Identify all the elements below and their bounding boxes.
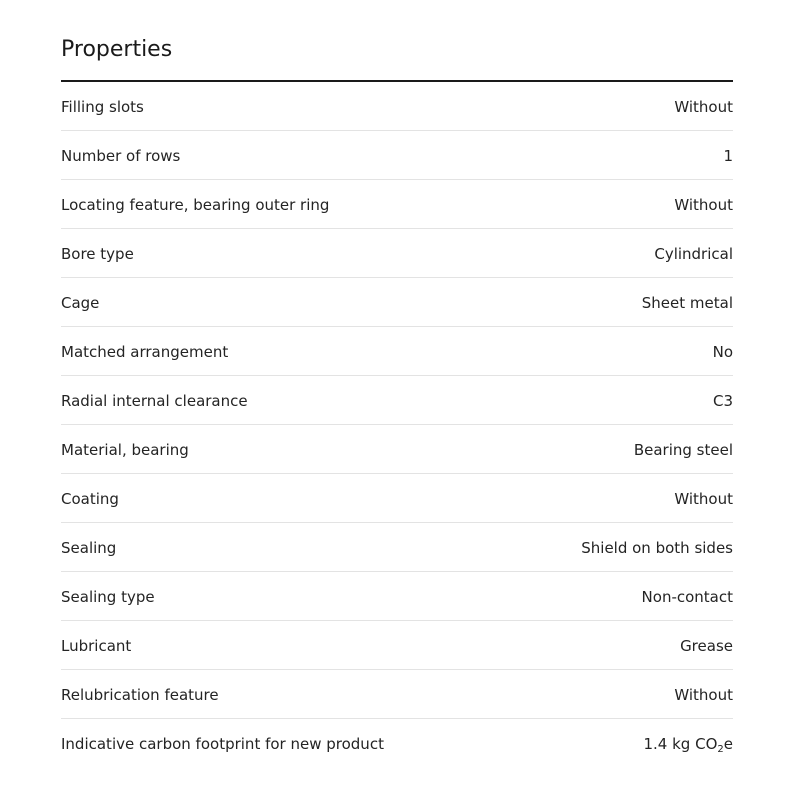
property-value: Without [674, 489, 733, 508]
properties-panel [61, 0, 733, 768]
property-label: Indicative carbon footprint for new product [61, 735, 384, 753]
property-value: Grease [680, 636, 733, 655]
property-value: No [712, 342, 733, 361]
property-row [61, 278, 733, 327]
property-label: Material, bearing [61, 440, 189, 459]
property-label: Lubricant [61, 636, 132, 655]
property-value: Bearing steel [633, 440, 733, 459]
property-label: Cage [61, 293, 100, 312]
property-label: Number of rows [61, 146, 181, 165]
property-value: Without [674, 195, 733, 214]
carbon-footprint-value [644, 735, 734, 753]
property-value: Shield on both sides [581, 538, 733, 557]
property-row [61, 425, 733, 474]
carbon-value-suffix: e [723, 735, 733, 753]
section-title: Properties [61, 37, 173, 62]
property-row [61, 523, 733, 572]
property-label: Coating [61, 489, 119, 508]
property-label: Sealing type [61, 587, 155, 606]
property-row [61, 572, 733, 621]
property-value: C3 [712, 391, 733, 410]
property-value: Non-contact [641, 587, 733, 606]
property-label: Filling slots [61, 97, 144, 116]
property-label: Relubrication feature [61, 685, 219, 704]
property-value: Without [674, 97, 733, 116]
property-value: 1 [723, 146, 733, 165]
property-row [61, 229, 733, 278]
property-row [61, 82, 733, 131]
property-label: Matched arrangement [61, 342, 229, 361]
property-row-carbon-footprint [61, 719, 733, 768]
property-value: Sheet metal [641, 293, 733, 312]
property-label: Bore type [61, 244, 134, 263]
carbon-value-subscript: 2 [717, 744, 724, 755]
property-label: Locating feature, bearing outer ring [61, 195, 330, 214]
property-row [61, 670, 733, 719]
property-row [61, 376, 733, 425]
properties-list [61, 82, 733, 768]
property-value: Without [674, 685, 733, 704]
carbon-value-prefix: 1.4 kg CO [643, 735, 718, 753]
property-row [61, 621, 733, 670]
property-label: Sealing [61, 538, 117, 557]
property-row [61, 131, 733, 180]
property-value: Cylindrical [654, 244, 733, 263]
property-row [61, 327, 733, 376]
property-row [61, 180, 733, 229]
property-label: Radial internal clearance [61, 391, 248, 410]
property-row [61, 474, 733, 523]
